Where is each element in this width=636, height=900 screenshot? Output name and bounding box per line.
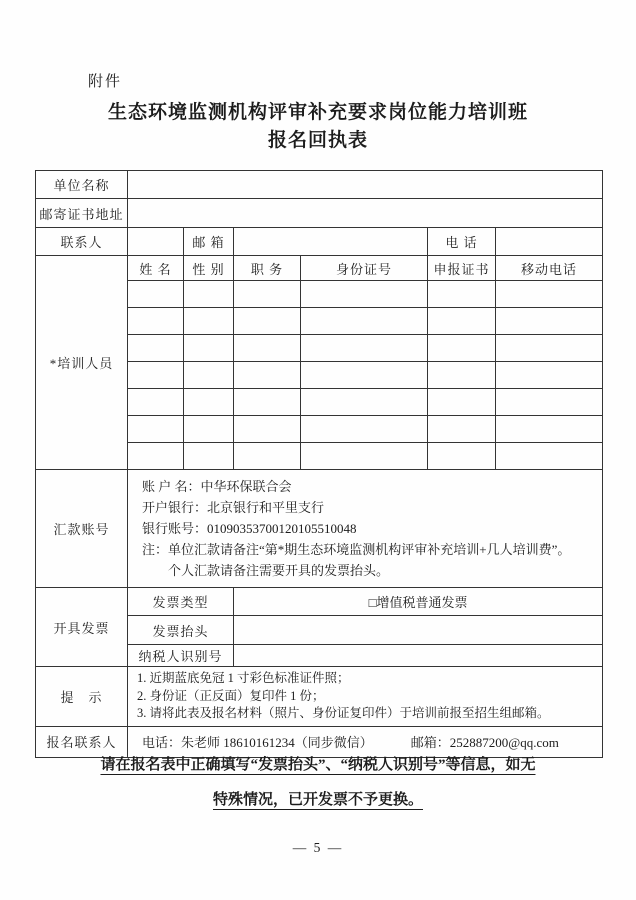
invoice-type-row [36, 588, 603, 616]
remittance-details-cell [128, 470, 603, 588]
phone-label: 电 话 [428, 228, 496, 256]
trainee-empty-cell [428, 389, 496, 416]
trainee-empty-cell [128, 416, 184, 443]
email-label: 邮 箱 [184, 228, 234, 256]
footnote [0, 756, 636, 809]
trainee-empty-cell [496, 362, 603, 389]
trainee-empty-cell [301, 308, 428, 335]
trainee-empty-cell [128, 335, 184, 362]
unit-name-row [36, 171, 603, 199]
remittance-account-name: 账 户 名：中华环保联合会 [142, 479, 292, 494]
title-line-2: 报名回执表 [267, 130, 368, 151]
remittance-note-line-1: 注：单位汇款请备注“第*期生态环境监测机构评审补充培训+几人培训费”。 [142, 542, 571, 557]
trainee-empty-cell [128, 443, 184, 470]
trainee-col-certificate: 申报证书 [428, 256, 496, 281]
page-number: — 5 — [292, 840, 344, 855]
invoice-type-value-cell: □增值税普通发票 [234, 588, 603, 616]
trainee-empty-cell [234, 443, 301, 470]
trainee-empty-cell [128, 389, 184, 416]
tip-line-1: 1. 近期蓝底免冠 1 寸彩色标准证件照； [137, 671, 350, 685]
phone-value-cell [496, 228, 603, 256]
remittance-row [36, 470, 603, 588]
trainee-col-mobile: 移动电话 [496, 256, 603, 281]
invoice-type-label: 发票类型 [128, 588, 234, 616]
trainee-empty-cell [428, 335, 496, 362]
trainee-empty-cell [128, 281, 184, 308]
trainee-empty-cell [234, 389, 301, 416]
registration-contact-label: 报名联系人 [36, 726, 128, 757]
unit-name-label: 单位名称 [36, 171, 128, 199]
trainee-empty-cell [128, 362, 184, 389]
registration-form-table [35, 170, 603, 758]
email-value-cell [234, 228, 428, 256]
trainee-empty-cell [234, 281, 301, 308]
trainee-header-row [36, 256, 603, 281]
taxpayer-id-label: 纳税人识别号 [128, 645, 234, 667]
trainee-empty-cell [496, 335, 603, 362]
invoice-title-label: 发票抬头 [128, 616, 234, 645]
trainee-empty-cell [428, 416, 496, 443]
attachment-label: 附件 [88, 74, 123, 90]
title-line-1: 生态环境监测机构评审补充要求岗位能力培训班 [107, 102, 528, 123]
mailing-address-label: 邮寄证书地址 [36, 199, 128, 228]
footnote-line-1: 请在报名表中正确填写“发票抬头”、“纳税人识别号”等信息，如无 [100, 757, 536, 773]
contact-label: 联系人 [36, 228, 128, 256]
trainee-empty-cell [128, 308, 184, 335]
tips-row [36, 667, 603, 727]
mailing-address-row [36, 199, 603, 228]
trainee-empty-cell [301, 389, 428, 416]
trainee-empty-cell [184, 362, 234, 389]
registration-contact-cell [128, 726, 603, 757]
trainee-empty-cell [184, 308, 234, 335]
trainee-empty-cell [428, 308, 496, 335]
tip-line-3: 3. 请将此表及报名材料（照片、身份证复印件）于培训前报至招生组邮箱。 [137, 706, 550, 720]
tip-line-2: 2. 身份证（正反面）复印件 1 份； [137, 688, 325, 703]
trainee-empty-cell [496, 443, 603, 470]
trainee-col-name: 姓 名 [128, 256, 184, 281]
contact-row [36, 228, 603, 256]
trainee-empty-cell [428, 281, 496, 308]
trainee-empty-cell [496, 416, 603, 443]
invoice-title-value-cell [234, 616, 603, 645]
trainee-empty-cell [496, 281, 603, 308]
trainee-col-id-number: 身份证号 [301, 256, 428, 281]
invoice-section-label: 开具发票 [36, 588, 128, 667]
trainee-empty-cell [234, 335, 301, 362]
remittance-note-line-2: 个人汇款请备注需要开具的发票抬头。 [168, 563, 390, 578]
unit-name-value-cell [128, 171, 603, 199]
trainee-empty-cell [234, 308, 301, 335]
trainee-empty-cell [234, 362, 301, 389]
trainee-empty-cell [184, 389, 234, 416]
trainee-empty-cell [301, 281, 428, 308]
trainee-empty-cell [301, 443, 428, 470]
registration-contact-email: 邮箱：252887200@qq.com [410, 735, 559, 750]
trainee-empty-cell [496, 308, 603, 335]
tips-content-cell [128, 667, 603, 727]
trainee-empty-cell [496, 389, 603, 416]
registration-contact-phone: 电话：朱老师 18610161234（同步微信） [142, 735, 373, 750]
trainees-section-label: *培训人员 [36, 256, 128, 470]
trainee-empty-cell [301, 362, 428, 389]
document-title [0, 99, 636, 155]
trainee-col-position: 职 务 [234, 256, 301, 281]
trainee-empty-cell [184, 443, 234, 470]
trainee-empty-cell [301, 416, 428, 443]
registration-contact-row [36, 726, 603, 757]
remittance-account-number: 银行账号：01090353700120105510048 [142, 521, 357, 536]
trainee-col-gender: 性 别 [184, 256, 234, 281]
trainee-empty-cell [234, 416, 301, 443]
trainee-empty-cell [301, 335, 428, 362]
remittance-label: 汇款账号 [36, 470, 128, 588]
tips-label: 提 示 [36, 667, 128, 727]
remittance-bank: 开户银行：北京银行和平里支行 [142, 500, 325, 515]
trainee-empty-cell [428, 362, 496, 389]
contact-value-cell [128, 228, 184, 256]
taxpayer-id-value-cell [234, 645, 603, 667]
trainee-empty-cell [184, 416, 234, 443]
trainee-empty-cell [184, 281, 234, 308]
trainee-empty-cell [184, 335, 234, 362]
mailing-address-value-cell [128, 199, 603, 228]
footnote-line-2: 特殊情况，已开发票不予更换。 [212, 792, 423, 808]
trainee-empty-cell [428, 443, 496, 470]
